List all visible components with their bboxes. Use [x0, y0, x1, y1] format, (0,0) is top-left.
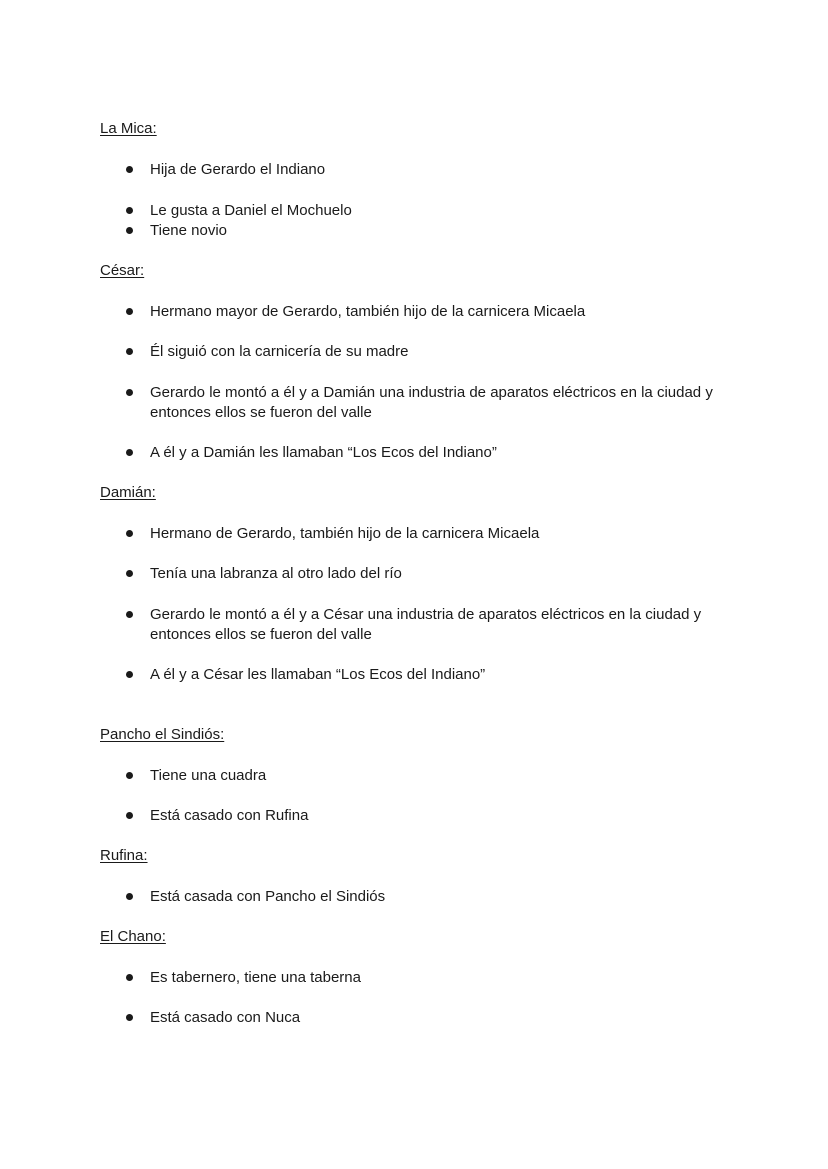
list-item: Tenía una labranza al otro lado del río — [150, 565, 402, 582]
list-item: Él siguió con la carnicería de su madre — [150, 343, 409, 360]
list-item: Está casado con Rufina — [150, 807, 309, 824]
section-heading-rufina: Rufina: — [100, 847, 148, 864]
list-item: Tiene una cuadra — [150, 767, 267, 784]
bullet-icon — [126, 227, 133, 234]
list-item: Tiene novio — [150, 222, 227, 239]
list-item: Gerardo le montó a él y a César una industria de aparatos eléctricos en la ciudad y entonces ellos se fueron del valle — [150, 606, 702, 643]
list-item: Está casado con Nuca — [150, 1009, 301, 1026]
list-item: A él y a Damián les llamaban “Los Ecos del Indiano” — [150, 444, 497, 461]
bullet-icon — [126, 1014, 133, 1021]
list-item: Hija de Gerardo el Indiano — [150, 161, 326, 178]
section-heading-la-mica: La Mica: — [100, 120, 157, 137]
section-heading-pancho: Pancho el Sindiós: — [100, 726, 225, 743]
list-item: Gerardo le montó a él y a Damián una industria de aparatos eléctricos en la ciudad y entonces ellos se fueron del valle — [150, 384, 713, 421]
list-item: Hermano de Gerardo, también hijo de la carnicera Micaela — [150, 525, 540, 542]
section-heading-damian: Damián: — [100, 484, 156, 501]
bullet-icon — [126, 449, 133, 456]
section-heading-el-chano: El Chano: — [100, 928, 166, 945]
bullet-icon — [126, 611, 133, 618]
bullet-icon — [126, 974, 133, 981]
bullet-icon — [126, 772, 133, 779]
bullet-icon — [126, 166, 133, 173]
list-item: A él y a César les llamaban “Los Ecos del Indiano” — [150, 666, 486, 683]
bullet-icon — [126, 348, 133, 355]
list-item: Le gusta a Daniel el Mochuelo — [150, 202, 352, 219]
bullet-icon — [126, 530, 133, 537]
bullet-icon — [126, 570, 133, 577]
list-item: Hermano mayor de Gerardo, también hijo de la carnicera Micaela — [150, 303, 586, 320]
bullet-icon — [126, 893, 133, 900]
section-heading-cesar: César: — [100, 262, 145, 279]
bullet-icon — [126, 308, 133, 315]
bullet-icon — [126, 812, 133, 819]
bullet-icon — [126, 207, 133, 214]
list-item: Está casada con Pancho el Sindiós — [150, 888, 386, 905]
list-item: Es tabernero, tiene una taberna — [150, 969, 361, 986]
bullet-icon — [126, 389, 133, 396]
bullet-icon — [126, 671, 133, 678]
